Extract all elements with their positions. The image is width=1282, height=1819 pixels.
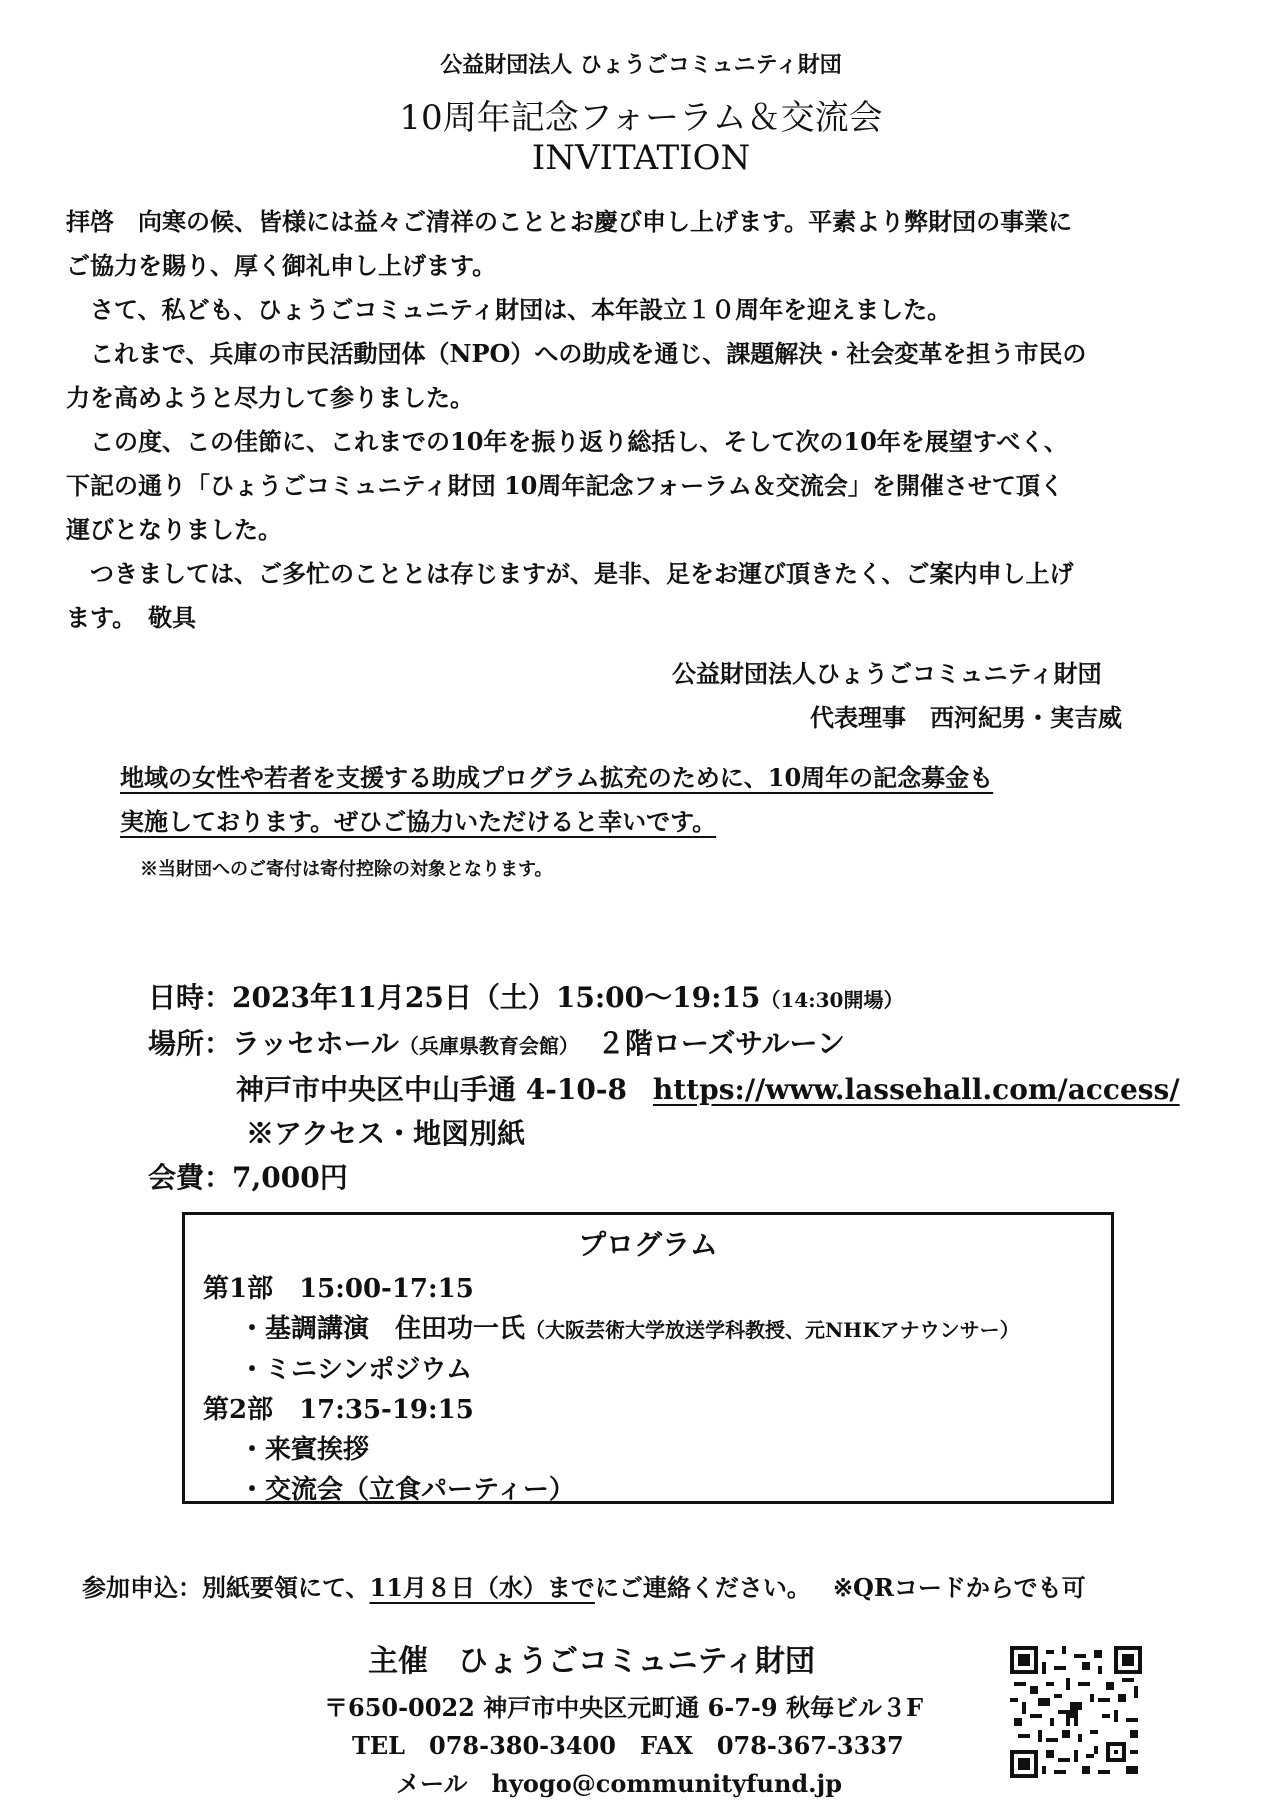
letter-body [66,200,1226,640]
page-title: 10周年記念フォーラム＆交流会 [399,98,883,138]
event-details [148,976,1180,1200]
access-note: ※アクセス・地図別紙 [246,1117,526,1150]
apply-pre: 別紙要領にて、 [202,1573,370,1602]
page-subtitle: INVITATION [531,138,751,178]
program-part2-item1: ・来賓挨拶 [239,1435,370,1465]
donation-note: ※当財団へのご寄付は寄付控除の対象となります。 [140,859,553,880]
letter-p3-line2: 力を高めようと尽力して参りました。 [66,383,474,412]
signature-rep: 代表理事 西河紀男・実吉威 [810,703,1122,732]
footer-mail: メール hyogo@communityfund.jp [396,1769,842,1798]
event-date-row [148,976,1180,1022]
program-part2: 第2部 17:35-19:15 [203,1395,474,1425]
program-part1-item1 [203,1309,1020,1350]
program-title: プログラム [578,1228,718,1261]
access-link[interactable]: https://www.lassehall.com/access/ [652,1073,1180,1106]
place-sub: （兵庫県教育会館） [398,1034,579,1058]
program-part1-item2: ・ミニシンポジウム [239,1355,473,1385]
keynote-sub: （大阪芸術大学放送学科教授、元NHKアナウンサー） [525,1318,1020,1342]
footer-host: 主催 ひょうごコミュニティ財団 [368,1644,815,1679]
place-name: ラッセホール [232,1027,399,1060]
event-address-row [148,1068,1180,1112]
date-label: 日時： [148,981,233,1014]
program-list [203,1269,1020,1510]
date-value: 2023年11月25日（土）15:00〜19:15 [232,981,761,1014]
program-part2-item2: ・交流会（立食パーティー） [239,1475,575,1505]
program-part1: 第1部 15:00-17:15 [203,1274,474,1304]
footer-tel-fax: TEL 078-380-3400 FAX 078-367-3337 [352,1731,904,1760]
apply-qr-note: ※QRコードからでも可 [832,1573,1086,1602]
letter-p4-line1: この度、この佳節に、これまでの10年を振り返り総括し、そして次の10年を展望すべく、 [90,427,1068,456]
fee-label: 会費： [148,1161,233,1194]
qr-code-icon[interactable] [1010,1646,1142,1778]
donation-block [120,756,993,844]
donation-line1: 地域の女性や若者を支援する助成プログラム拡充のために、10周年の記念募金も [120,763,994,792]
letter-p1-line1: 拝啓 向寒の候、皆様には益々ご清祥のこととお慶び申し上げます。平素より弊財団の事業に [66,207,1073,236]
apply-label: 参加申込： [82,1573,202,1602]
place-label: 場所： [148,1027,233,1060]
date-open: （14:30開場） [760,988,904,1012]
letter-p4-line2: 下記の通り「ひょうごコミュニティ財団 10周年記念フォーラム＆交流会」を開催させて頂く [66,471,1064,500]
fee-value: 7,000円 [232,1161,348,1194]
letter-p5-line1: つきましては、ご多忙のこととは存じますが、是非、足をお運び頂きたく、ご案内申し上げ [90,559,1074,588]
event-fee-row [148,1156,1180,1200]
footer-address: 〒650-0022 神戸市中央区元町通 6-7-9 秋毎ビル３F [324,1693,923,1722]
signature-org: 公益財団法人ひょうごコミュニティ財団 [672,659,1102,688]
place-address: 神戸市中央区中山手通 4-10-8 [236,1073,627,1106]
letter-p1-line2: ご協力を賜り、厚く御礼申し上げます。 [66,251,497,280]
letter-p4-line3: 運びとなりました。 [66,515,282,544]
event-place-row [148,1022,1180,1068]
donation-line2: 実施しております。ぜひご協力いただけると幸いです。 [120,807,717,836]
place-room: ２階ローズサルーン [596,1027,845,1060]
letter-p2: さて、私ども、ひょうごコミュニティ財団は、本年設立１０周年を迎えました。 [90,295,952,324]
header-org: 公益財団法人 ひょうごコミュニティ財団 [440,52,842,78]
letter-p3-line1: これまで、兵庫の市民活動団体（NPO）への助成を通じ、課題解決・社会変革を担う市民の [90,339,1087,368]
apply-deadline: 11月８日（水）まで [369,1573,595,1602]
keynote-main: ・基調講演 住田功一氏 [239,1314,526,1344]
apply-row [82,1568,1086,1603]
program-box [182,1212,1114,1504]
letter-p5-line2: ます。 敬具 [66,603,197,632]
apply-post: にご連絡ください。 [594,1573,811,1602]
